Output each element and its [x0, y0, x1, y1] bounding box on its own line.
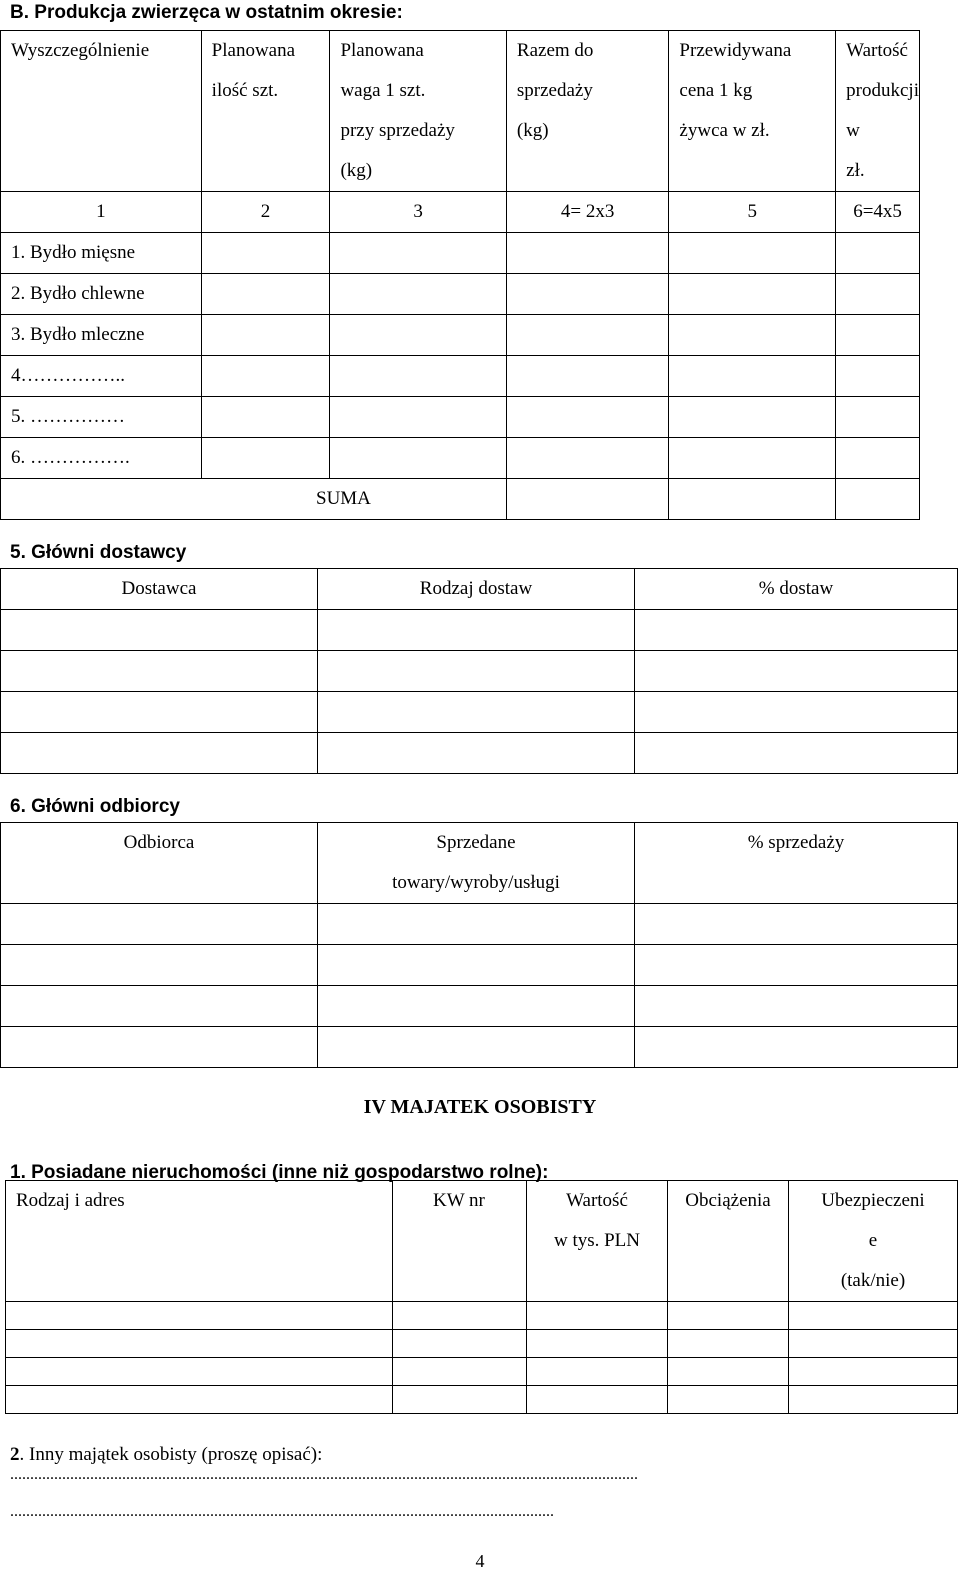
input-cell[interactable] [330, 315, 506, 356]
input-cell[interactable] [201, 315, 330, 356]
col-number-5: 5 [669, 192, 836, 233]
col-number-6: 6=4x5 [836, 192, 920, 233]
answer-line-1[interactable]: ............................................................................................................................................................. [10, 1466, 638, 1483]
input-cell[interactable] [1, 904, 318, 945]
table-row [1, 986, 958, 1027]
input-cell[interactable] [635, 986, 958, 1027]
header-encumbrances: Obciążenia [668, 1181, 789, 1302]
table-row [1, 733, 958, 774]
input-cell[interactable] [330, 233, 506, 274]
header-supply-percent: % dostaw [635, 569, 958, 610]
input-cell[interactable] [201, 356, 330, 397]
other-assets-text: . Inny majątek osobisty (proszę opisać): [19, 1444, 323, 1465]
input-cell[interactable] [836, 356, 920, 397]
input-cell[interactable] [668, 1302, 789, 1330]
table-row [1, 274, 920, 315]
input-cell[interactable] [1, 945, 318, 986]
real-estate-title: 1. Posiadane nieruchomości (inne niż gospodarstwo rolne): [10, 1162, 549, 1183]
input-cell[interactable] [669, 356, 836, 397]
input-cell[interactable] [635, 610, 958, 651]
input-cell[interactable] [201, 397, 330, 438]
input-cell[interactable] [6, 1330, 393, 1358]
header-total-sale: Razem do sprzedaży (kg) [506, 31, 669, 192]
input-cell[interactable] [318, 945, 635, 986]
table-row [6, 1302, 958, 1330]
input-cell[interactable] [330, 397, 506, 438]
table-row [1, 356, 920, 397]
input-cell[interactable] [669, 233, 836, 274]
input-cell[interactable] [635, 692, 958, 733]
row-label: 6. ……………. [1, 438, 202, 479]
input-cell[interactable] [789, 1358, 958, 1386]
input-cell[interactable] [789, 1302, 958, 1330]
input-cell[interactable] [506, 233, 669, 274]
input-cell[interactable] [527, 1386, 668, 1414]
header-description: Wyszczególnienie [1, 31, 202, 192]
input-cell[interactable] [330, 274, 506, 315]
input-cell[interactable] [836, 233, 920, 274]
header-supplier: Dostawca [1, 569, 318, 610]
row-label: 2. Bydło chlewne [1, 274, 202, 315]
input-cell[interactable] [1, 986, 318, 1027]
input-cell[interactable] [6, 1358, 393, 1386]
table-row [1, 315, 920, 356]
input-cell[interactable] [506, 438, 669, 479]
section-5-title: 5. Główni dostawcy [10, 542, 187, 563]
section-6-title: 6. Główni odbiorcy [10, 796, 180, 817]
header-supply-type: Rodzaj dostaw [318, 569, 635, 610]
input-cell[interactable] [527, 1302, 668, 1330]
header-expected-price: Przewidywana cena 1 kg żywca w zł. [669, 31, 836, 192]
input-cell[interactable] [635, 651, 958, 692]
row-label: 5. …………… [1, 397, 202, 438]
input-cell[interactable] [201, 274, 330, 315]
input-cell[interactable] [393, 1358, 527, 1386]
input-cell[interactable] [1, 610, 318, 651]
table-row [6, 1386, 958, 1414]
input-cell[interactable] [506, 315, 669, 356]
input-cell[interactable] [393, 1330, 527, 1358]
other-assets-number: 2 [10, 1444, 20, 1465]
header-recipient: Odbiorca [1, 823, 318, 904]
sum-row [1, 479, 920, 520]
input-cell[interactable] [669, 315, 836, 356]
section-iv-title: IV MAJATEK OSOBISTY [363, 1096, 597, 1118]
input-cell[interactable] [669, 274, 836, 315]
header-sold-goods: Sprzedane towary/wyroby/usługi [318, 823, 635, 904]
row-label: 1. Bydło mięsne [1, 233, 202, 274]
header-kw-number: KW nr [393, 1181, 527, 1302]
input-cell[interactable] [1, 733, 318, 774]
input-cell[interactable] [318, 610, 635, 651]
input-cell[interactable] [506, 356, 669, 397]
input-cell[interactable] [836, 315, 920, 356]
input-cell[interactable] [635, 733, 958, 774]
table-row [1, 1027, 958, 1068]
input-cell[interactable] [318, 986, 635, 1027]
input-cell[interactable] [836, 397, 920, 438]
table-row [1, 651, 958, 692]
table-row [1, 904, 958, 945]
table-row [1, 610, 958, 651]
input-cell[interactable] [635, 904, 958, 945]
input-cell[interactable] [635, 1027, 958, 1068]
table-row [1, 438, 920, 479]
col-number-3: 3 [330, 192, 506, 233]
input-cell[interactable] [669, 438, 836, 479]
input-cell[interactable] [201, 233, 330, 274]
sum-label: SUMA [1, 479, 507, 520]
table-row [6, 1330, 958, 1358]
input-cell[interactable] [330, 438, 506, 479]
header-sales-percent: % sprzedaży [635, 823, 958, 904]
input-cell[interactable] [836, 438, 920, 479]
input-cell[interactable] [6, 1386, 393, 1414]
header-value: Wartość w tys. PLN [527, 1181, 668, 1302]
col-number-1: 1 [1, 192, 202, 233]
input-cell[interactable] [506, 274, 669, 315]
suppliers-table [0, 568, 958, 774]
input-cell[interactable] [393, 1386, 527, 1414]
input-cell[interactable] [836, 274, 920, 315]
header-production-value: Wartość produkcji w zł. [836, 31, 920, 192]
page-number: 4 [475, 1551, 485, 1571]
table-row [1, 945, 958, 986]
col-number-2: 2 [201, 192, 330, 233]
input-cell[interactable] [506, 479, 669, 520]
input-cell[interactable] [668, 1330, 789, 1358]
table-row [1, 397, 920, 438]
input-cell[interactable] [635, 945, 958, 986]
col-number-4: 4= 2x3 [506, 192, 669, 233]
table-row [1, 692, 958, 733]
input-cell[interactable] [1, 1027, 318, 1068]
input-cell[interactable] [318, 733, 635, 774]
input-cell[interactable] [1, 692, 318, 733]
input-cell[interactable] [506, 397, 669, 438]
input-cell[interactable] [527, 1330, 668, 1358]
header-type-address: Rodzaj i adres [6, 1181, 393, 1302]
input-cell[interactable] [201, 438, 330, 479]
row-label: 3. Bydło mleczne [1, 315, 202, 356]
input-cell[interactable] [330, 356, 506, 397]
table-row [1, 233, 920, 274]
real-estate-table [5, 1180, 958, 1414]
input-cell[interactable] [318, 904, 635, 945]
input-cell[interactable] [668, 1358, 789, 1386]
header-planned-qty: Planowana ilość szt. [201, 31, 330, 192]
input-cell[interactable] [669, 479, 836, 520]
section-b-title: B. Produkcja zwierzęca w ostatnim okresie: [10, 2, 403, 23]
animal-production-table [0, 30, 920, 520]
table-row [6, 1358, 958, 1386]
answer-line-2[interactable]: ........................................................................................................................................ [10, 1503, 554, 1520]
input-cell[interactable] [1, 651, 318, 692]
input-cell[interactable] [318, 651, 635, 692]
row-label: 4…………….. [1, 356, 202, 397]
input-cell[interactable] [6, 1302, 393, 1330]
input-cell[interactable] [789, 1330, 958, 1358]
input-cell[interactable] [668, 1386, 789, 1414]
input-cell[interactable] [393, 1302, 527, 1330]
header-insurance: Ubezpieczeni e (tak/nie) [789, 1181, 958, 1302]
input-cell[interactable] [669, 397, 836, 438]
input-cell[interactable] [318, 1027, 635, 1068]
header-planned-weight: Planowana waga 1 szt. przy sprzedaży (kg) [330, 31, 506, 192]
other-assets-label [10, 1444, 322, 1466]
input-cell[interactable] [318, 692, 635, 733]
input-cell[interactable] [789, 1386, 958, 1414]
input-cell[interactable] [836, 479, 920, 520]
recipients-table [0, 822, 958, 1068]
input-cell[interactable] [527, 1358, 668, 1386]
